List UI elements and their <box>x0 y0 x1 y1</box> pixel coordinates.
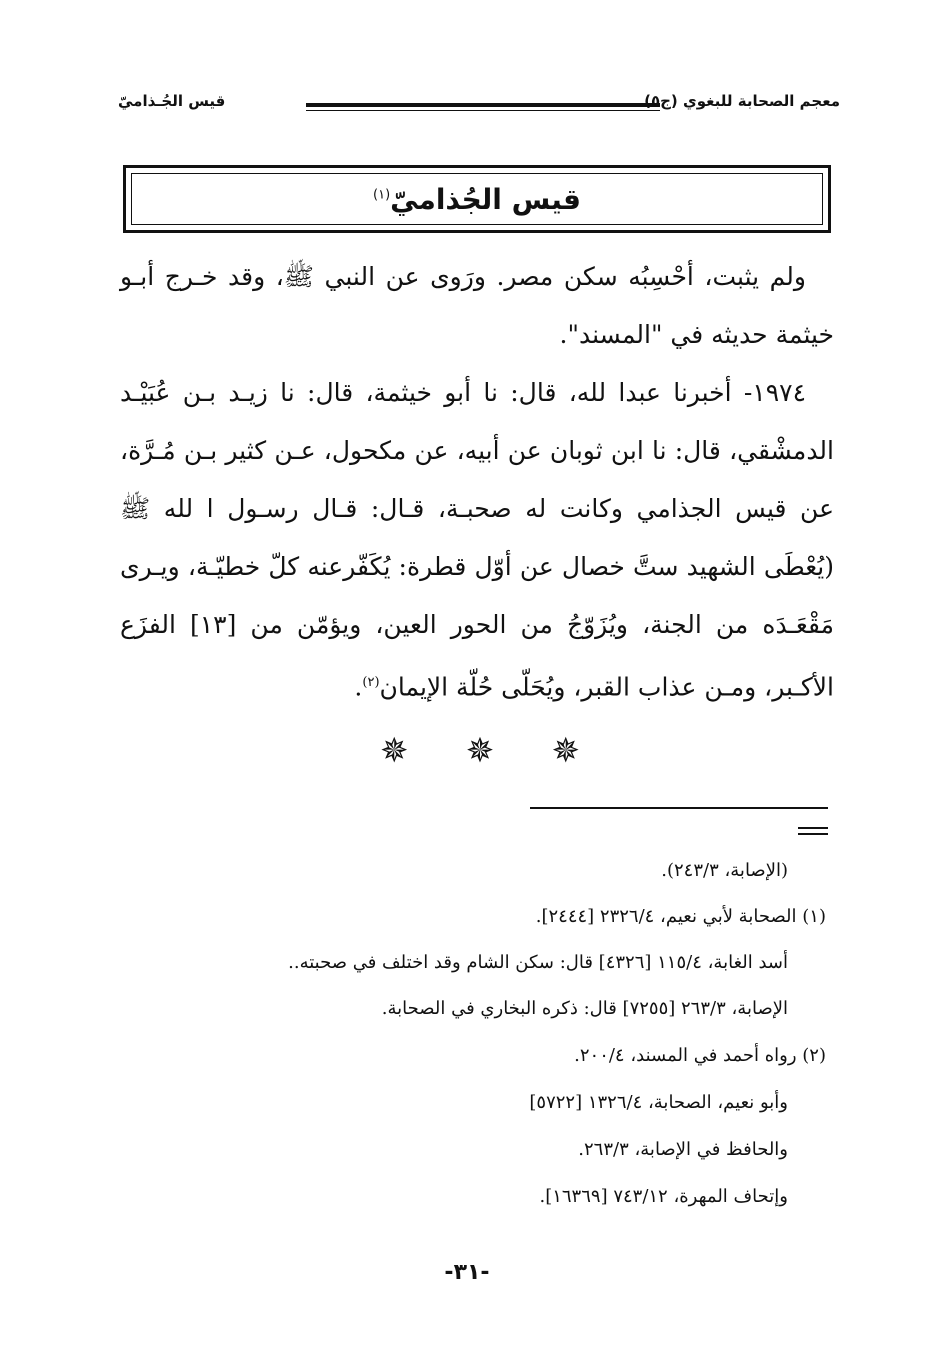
body-text <box>120 248 834 716</box>
body-paragraph-1-text: ولم يثبت، أحْسِبُه سكن مصر. ورَوى عن النبي ﷺ، وقد خـرج أبـو خيثمة حديثه في "المسند". <box>120 262 834 349</box>
body-paragraph-2-end: . <box>354 672 363 702</box>
body-paragraph-2 <box>120 364 834 716</box>
entry-title-frame <box>123 165 831 233</box>
footnote-line: (١) الصحابة لأبي نعيم، ٢٣٢٦/٤ [٢٤٤٤]. <box>535 906 826 927</box>
footnote-line: وإتحاف المهرة، ٧٤٣/١٢ [١٦٣٦٩]. <box>539 1186 788 1207</box>
footnote-separator-rule <box>530 807 828 809</box>
running-header-entry-name: قيس الجُـذاميّ <box>118 92 226 110</box>
footnote-separator-mark <box>798 827 828 839</box>
footnote-line: (الإصابة، ٢٤٣/٣). <box>661 860 788 881</box>
entry-title-text: قيس الجُذاميّ <box>390 182 581 216</box>
header-rule-thick <box>306 103 660 107</box>
body-paragraph-1 <box>120 248 834 364</box>
section-separator <box>380 731 580 771</box>
entry-title <box>373 183 581 216</box>
body-footnote-ref-2: (٢) <box>362 675 380 690</box>
ornament-star-icon: ✵ <box>465 731 495 771</box>
header-rule-thin <box>306 110 660 111</box>
footnote-line: والحافظ في الإصابة، ٢٦٣/٣. <box>578 1139 788 1160</box>
ornament-star-icon: ✵ <box>551 731 580 771</box>
footnote-line: (٢) رواه أحمد في المسند، ٢٠٠/٤. <box>574 1045 826 1066</box>
page-number: -٣١- <box>444 1260 490 1285</box>
entry-title-footnote-ref: (١) <box>373 187 391 203</box>
footnote-line: وأبو نعيم، الصحابة، ١٣٢٦/٤ [٥٧٢٢] <box>529 1092 788 1113</box>
body-paragraph-2-text: ١٩٧٤- أخبرنا عبدا لله، قال: نا أبو خيثمة، قال: نا زيـد بـن عُبَيْـد الدمشْقي، قال: نا ابن ثوبان عن أبيه، عن مكحول، عـن كثير بـن مُـرَّة، عن قيس الجذامي وكانت له صحبـة، قـال: قـال رسـول ا لله ﷺ (يُعْطَى الشهيد ستَّ خصال عن أوّل قطرة: يُكَفّرعنه كلّ خطيّـة، ويـرى مَقْعَـدَه من الجنة، ويُزَوّجُ من الحور العين، ويؤمّن من [١٣] الفزَع الأكـبر، ومـن عذاب القبر، ويُحَلّى حُلّة الإيمان <box>120 378 834 702</box>
ornament-star-icon: ✵ <box>380 731 409 771</box>
footnote-line: أسد الغابة، ١١٥/٤ [٤٣٢٦] قال: سكن الشام وقد اختلف في صحبته.. <box>288 952 788 973</box>
running-header-book-title: معجم الصحابة للبغوي (ج٥) <box>644 92 840 110</box>
entry-title-inner-frame <box>131 173 823 225</box>
footnote-line: الإصابة، ٢٦٣/٣ [٧٢٥٥] قال: ذكره البخاري في الصحابة. <box>381 998 788 1019</box>
